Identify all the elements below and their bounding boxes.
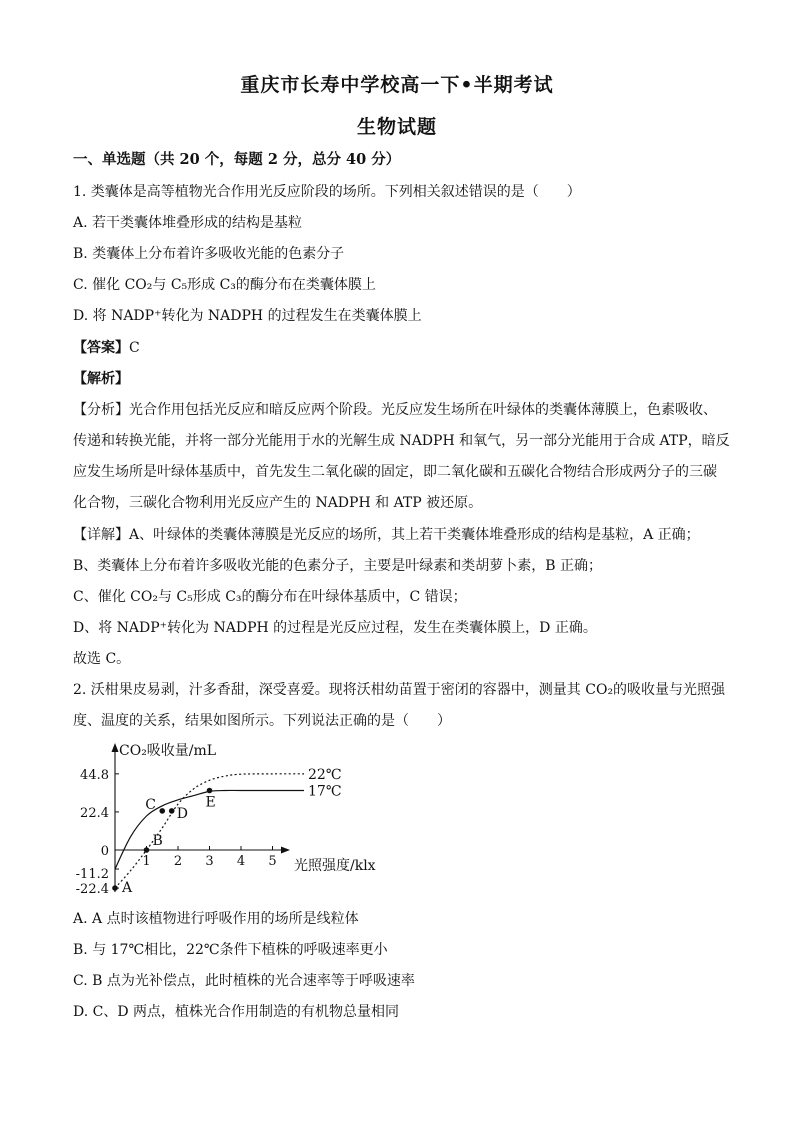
q1-answer: [73, 338, 733, 358]
x-tick-label: 5: [268, 854, 277, 869]
co2-light-chart: [70, 738, 400, 900]
x-axis-arrow: [281, 847, 290, 854]
q2-option-a: A. A 点时该植物进行呼吸作用的场所是线粒体: [73, 911, 359, 927]
exam-title: 重庆市长寿中学校高一下•半期考试: [240, 74, 554, 96]
q2-stem-line: 度、温度的关系，结果如图所示。下列说法正确的是（ ）: [73, 713, 451, 729]
fenxi-line: 传递和转换光能，并将一部分光能用于水的光解生成 NADPH 和氧气，另一部分光能用于合成 ATP，暗反: [73, 433, 730, 449]
x-tick-label: 4: [236, 854, 246, 869]
xiangjie-line: 【详解】A、叶绿体的类囊体薄膜是光反应的场所，其上若干类囊体堆叠形成的结构是基粒，A 正确；: [73, 527, 700, 543]
q1-conclusion: 故选 C。: [73, 651, 131, 667]
analysis-tag: 【解析】: [73, 371, 129, 387]
xiangjie-line: D、将 NADP⁺转化为 NADPH 的过程是光反应过程，发生在类囊体膜上，D 正确。: [73, 620, 597, 636]
x-axis-label: 光照强度/klx: [294, 858, 376, 874]
point-D: [169, 808, 175, 814]
xiangjie-line: B、类囊体上分布着许多吸收光能的色素分子，主要是叶绿素和类胡萝卜素，B 正确；: [73, 558, 603, 574]
y-tick-label: -11.2: [75, 867, 109, 883]
section-heading: 一、单选题（共 20 个，每题 2 分，总分 40 分）: [73, 151, 401, 168]
series-label: 17℃: [308, 783, 342, 800]
y-tick-label: 44.8: [80, 767, 109, 783]
answer-tag: 【答案】: [73, 340, 129, 356]
subject-title: 生物试题: [356, 116, 437, 138]
x-tick-label: 3: [205, 854, 214, 869]
y-axis-arrow: [112, 743, 119, 752]
answer-value: C: [129, 340, 140, 356]
x-tick-label: 2: [173, 854, 183, 869]
q2-option-c: C. B 点为光补偿点，此时植株的光合速率等于呼吸速率: [73, 973, 415, 989]
fenxi-line: 化合物，三碳化合物利用光反应产生的 NADPH 和 ATP 被还原。: [73, 495, 483, 511]
q2-stem-line: 2. 沃柑果皮易剥，汁多香甜，深受喜爱。现将沃柑幼苗置于密闭的容器中，测量其 CO₂的吸收量与光照强: [73, 682, 726, 698]
point-label: C: [145, 796, 156, 813]
q1-option-d: D. 将 NADP⁺转化为 NADPH 的过程发生在类囊体膜上: [73, 308, 422, 324]
y-tick-label: 0: [100, 844, 109, 859]
y-tick-label: 22.4: [80, 805, 109, 821]
q1-option-b: B. 类囊体上分布着许多吸收光能的色素分子: [73, 246, 345, 262]
y-axis-label: CO₂吸收量/mL: [119, 743, 217, 759]
point-B: [144, 847, 150, 853]
x-tick-label: 1: [142, 854, 151, 869]
point-A: [112, 885, 118, 891]
xiangjie-line: C、催化 CO₂与 C₅形成 C₃的酶分布在叶绿体基质中，C 错误；: [73, 589, 467, 605]
point-label: E: [205, 794, 216, 811]
q2-option-b: B. 与 17℃相比，22℃条件下植株的呼吸速率更小: [73, 942, 388, 958]
q1-option-a: A. 若干类囊体堆叠形成的结构是基粒: [73, 215, 303, 231]
y-tick-label: -22.4: [75, 882, 109, 898]
point-label: B: [152, 833, 163, 849]
point-C: [159, 808, 165, 814]
series-label: 22℃: [308, 766, 342, 783]
point-label: A: [122, 880, 133, 897]
q2-option-d: D. C、D 两点，植株光合作用制造的有机物总量相同: [73, 1004, 400, 1020]
point-E: [207, 788, 213, 794]
fenxi-line: 应发生场所是叶绿体基质中，首先发生二氧化碳的固定，即二氧化碳和五碳化合物结合形成两分子的三碳: [73, 464, 717, 480]
q1-option-c: C. 催化 CO₂与 C₅形成 C₃的酶分布在类囊体膜上: [73, 277, 376, 293]
point-label: D: [176, 805, 188, 822]
fenxi-line: 【分析】光合作用包括光反应和暗反应两个阶段。光反应发生场所在叶绿体的类囊体薄膜上，色素吸收、: [73, 402, 717, 418]
q1-stem: 1. 类囊体是高等植物光合作用光反应阶段的场所。下列相关叙述错误的是（ ）: [73, 184, 581, 200]
